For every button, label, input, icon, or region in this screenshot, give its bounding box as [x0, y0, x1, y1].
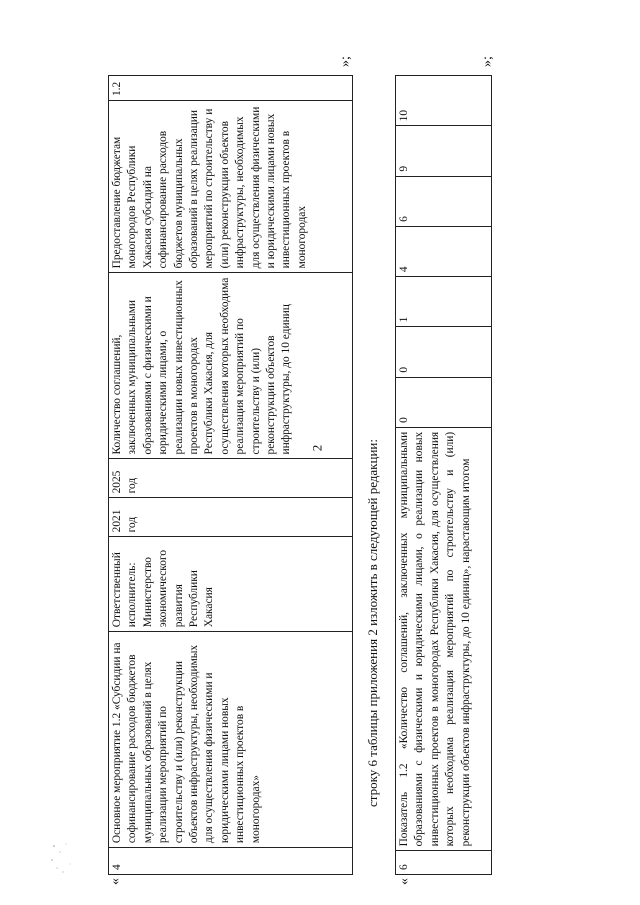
year-start: 2021 год — [109, 498, 353, 537]
row-number: 6 — [396, 851, 492, 875]
value-cell: 1 — [396, 277, 492, 327]
instruction-text: строку 6 таблицы приложения 2 изложить в следующей редакции: — [365, 439, 380, 807]
indicator-ref: 1.2 — [109, 76, 353, 101]
value-cell: 9 — [396, 126, 492, 176]
indicator-name: Показатель 1.2 «Количество соглашений, заключенных муниципальными образованиями с физическими и юридическими лицами, о реализации новых инвестиционных проектов в моногородах Республики Хакасия, для осуществления которых необходима реализация мероприятий по строительству и (или) реконструкции объектов инфраструктуры, до 10 единиц», нарастающим итогом — [396, 427, 492, 851]
executor: Ответственный исполнитель: Министерство экономического развития Республики Хакасия — [109, 537, 353, 632]
description: Предоставление бюджетам моногородов Республики Хакасия субсидий на софинансирование расходов бюджетов муниципальных образований в целях реализации мероприятий по строительству и (или) реконструкции объектов инфраструктуры, необходимых для осуществления физическими и юридическими лицами новых инвестиционных проектов в моногородах — [109, 101, 353, 273]
year-end: 2025 год — [109, 459, 353, 498]
indicator-table — [395, 75, 492, 875]
table2-close-quote: »; — [480, 56, 495, 67]
program-table — [108, 75, 353, 875]
table1-open-quote: « — [108, 878, 123, 885]
row-number: 4 — [109, 848, 353, 875]
indicator: Количество соглашений, заключенных муниципальными образованиями с физическими и юридическими лицами, о реализации новых инвестиционных проектов в моногородах Республики Хакасия, для осуществления которых необходима реализация мероприятий по строительству и (или) реконструкции объектов инфраструктуры, до 10 единиц — [109, 273, 353, 459]
value-cell: 0 — [396, 377, 492, 427]
value-cell: 0 — [396, 327, 492, 377]
table-row — [109, 76, 353, 875]
page-number: 2 — [309, 444, 325, 452]
value-cell: 4 — [396, 226, 492, 276]
value-cell: 6 — [396, 176, 492, 226]
measure-name: Основное мероприятие 1.2 «Субсидии на софинансирование расходов бюджетов муниципальных образований в целях реализации мероприятий по строительству и (или) реконструкции объектов инфраструктуры, необходимых для осуществления физическими и юридическими лицами новых инвестиционных проектов в моногородах» — [109, 632, 353, 848]
table1-close-quote: »; — [338, 56, 353, 67]
table-row — [396, 76, 492, 875]
table2-open-quote: « — [397, 878, 412, 885]
value-cell: 10 — [396, 76, 492, 126]
